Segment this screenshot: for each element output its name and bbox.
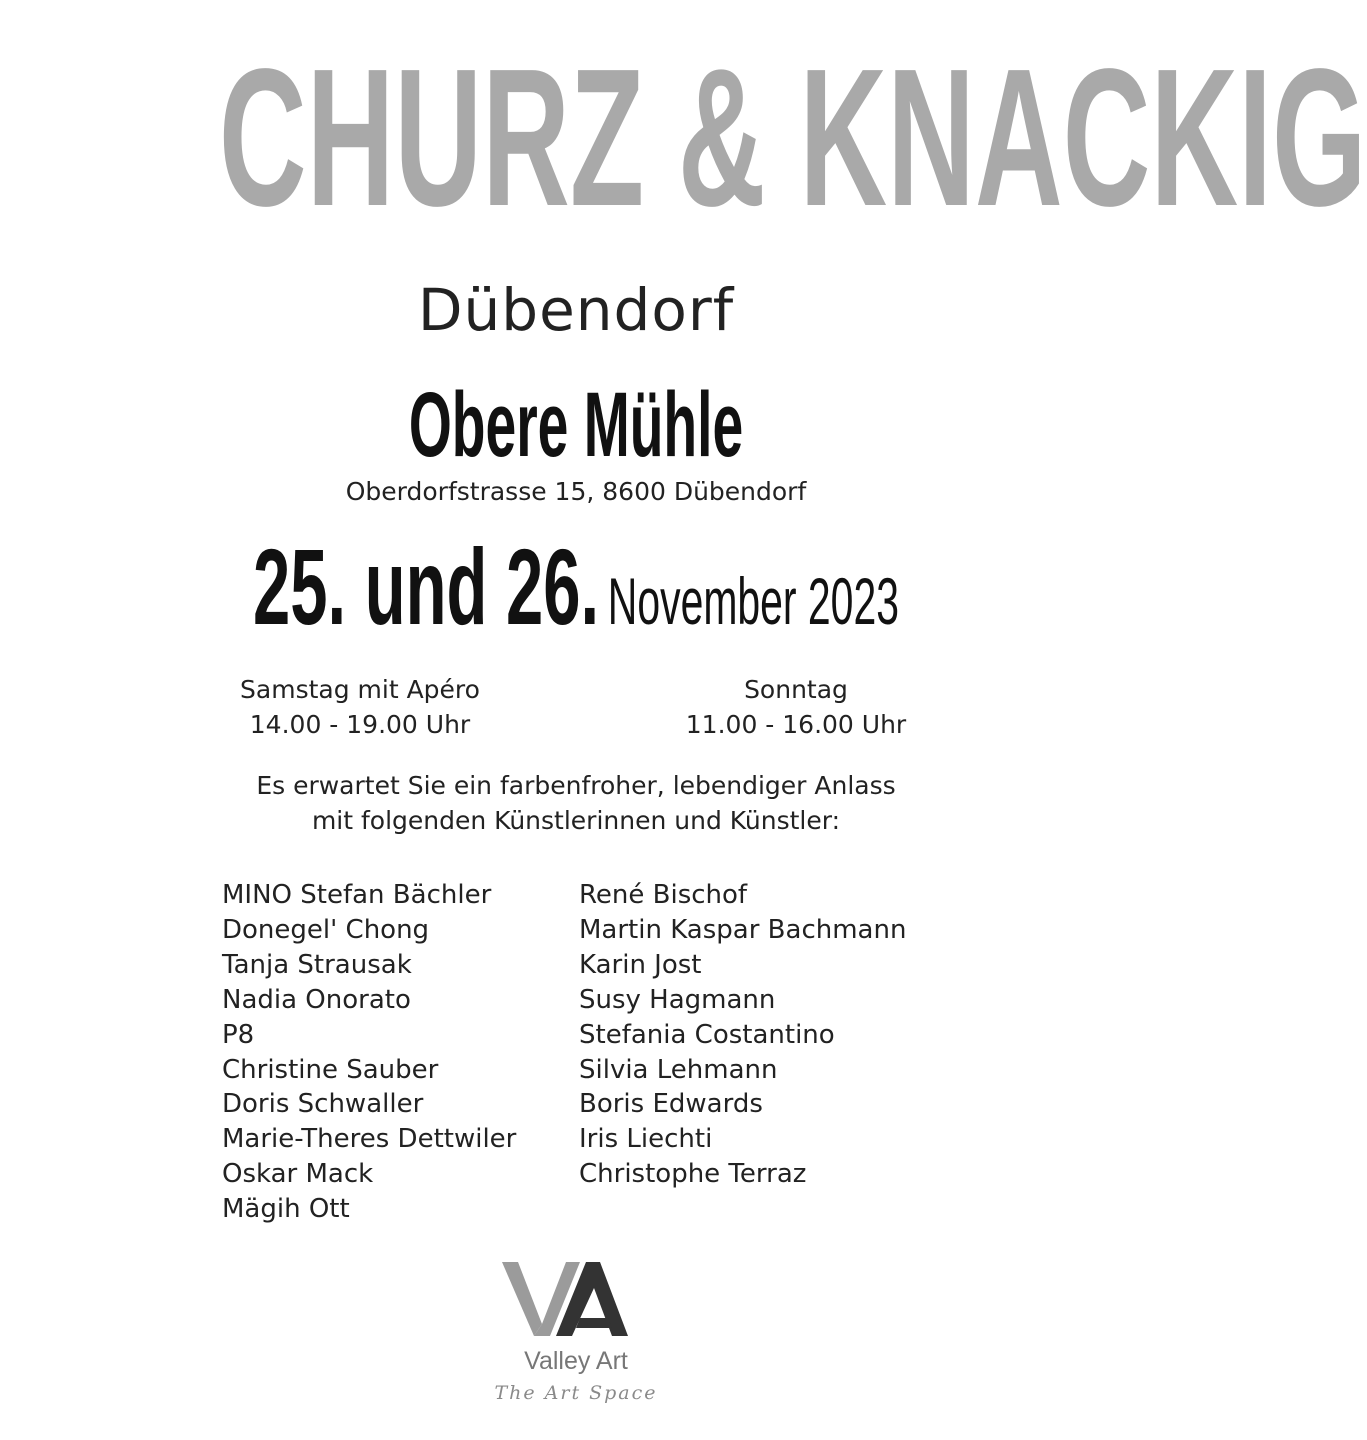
venue-address: Oberdorfstrasse 15, 8600 Dübendorf [345, 477, 807, 506]
saturday-hours: 14.00 - 19.00 Uhr [249, 710, 471, 739]
logo-v-stroke [502, 1262, 542, 1336]
artist-name: MINO Stefan Bächler [222, 880, 492, 910]
artist-name: Marie-Theres Dettwiler [222, 1124, 517, 1155]
artist-name: Mägih Ott [222, 1194, 350, 1225]
brand-tagline: The Art Space [494, 1382, 658, 1404]
intro-text [0, 768, 1152, 838]
artist-name: P8 [222, 1019, 255, 1050]
event-days: 25. und 26. [253, 526, 600, 647]
artist-name: Stefania Costantino [579, 1019, 835, 1050]
brand-name: Valley Art [524, 1347, 628, 1375]
artist-name: Tanja Strausak [222, 949, 412, 980]
artist-name: Christophe Terraz [579, 1159, 807, 1190]
artist-name: Iris Liechti [579, 1124, 713, 1155]
logo-a-crossbar [576, 1318, 612, 1328]
artist-name: Susy Hagmann [579, 984, 776, 1015]
saturday-label: Samstag mit Apéro [240, 675, 480, 704]
schedule-saturday [150, 672, 570, 742]
artist-name: Karin Jost [579, 949, 702, 980]
artist-list-right [579, 878, 906, 1192]
venue-name: Obere Mühle [408, 374, 744, 476]
city-name: Dübendorf [417, 276, 735, 344]
artist-name: Christine Sauber [222, 1054, 439, 1085]
event-title: CHURZ & KNACKIG [218, 28, 1367, 247]
artist-name: Boris Edwards [579, 1089, 763, 1120]
artist-name: Donegel' Chong [222, 914, 430, 945]
intro-line-2: mit folgenden Künstlerinnen und Künstler: [311, 806, 841, 835]
artist-list-left [222, 878, 516, 1227]
event-dates [219, 522, 933, 652]
artist-name: Silvia Lehmann [579, 1054, 778, 1085]
artist-name: René Bischof [579, 880, 748, 910]
schedule-sunday [586, 672, 1006, 742]
artist-name: Nadia Onorato [222, 984, 411, 1015]
intro-line-1: Es erwartet Sie ein farbenfroher, lebendiger Anlass [256, 771, 896, 800]
valley-art-va-logo-icon [500, 1258, 630, 1338]
event-month-year: November 2023 [607, 564, 899, 638]
sunday-label: Sonntag [744, 675, 848, 704]
sunday-hours: 11.00 - 16.00 Uhr [685, 710, 907, 739]
artist-name: Doris Schwaller [222, 1089, 424, 1120]
artist-name: Martin Kaspar Bachmann [579, 914, 907, 945]
artist-name: Oskar Mack [222, 1159, 374, 1190]
